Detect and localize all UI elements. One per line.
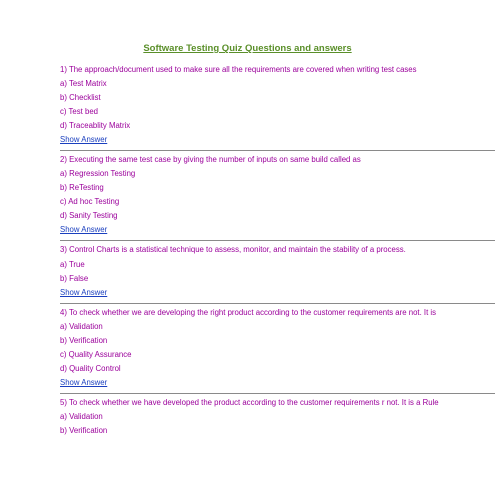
question-2-show-answer-link[interactable]: Show Answer <box>60 225 108 234</box>
question-1-option-d: d) Traceablity Matrix <box>60 121 131 130</box>
question-1-show-answer-link[interactable]: Show Answer <box>60 135 108 144</box>
question-3-text: 3) Control Charts is a statistical technique to assess, monitor, and maintain the stability of a process. <box>60 245 406 254</box>
question-5-option-a: a) Validation <box>60 412 103 421</box>
question-4-option-a: a) Validation <box>60 322 103 331</box>
question-divider <box>60 303 495 304</box>
question-4-option-d: d) Quality Control <box>60 364 121 373</box>
question-1-option-a: a) Test Matrix <box>60 79 107 88</box>
page-title: Software Testing Quiz Questions and answers <box>143 43 352 54</box>
question-1-text: 1) The approach/document used to make sure all the requirements are covered when writing test cases <box>60 65 417 74</box>
question-1-option-b: b) Checklist <box>60 93 101 102</box>
question-2-option-a: a) Regression Testing <box>60 169 136 178</box>
question-2-text: 2) Executing the same test case by giving the number of inputs on same build called as <box>60 155 361 164</box>
question-divider <box>60 150 495 151</box>
question-3-show-answer-link[interactable]: Show Answer <box>60 288 108 297</box>
question-3-option-a: a) True <box>60 260 85 269</box>
question-2-option-c: c) Ad hoc Testing <box>60 197 120 206</box>
question-5-text: 5) To check whether we have developed the product according to the customer requirements r not. It is a Rule <box>60 398 439 407</box>
question-4-text: 4) To check whether we are developing the right product according to the customer requirements are not. It is <box>60 308 437 317</box>
question-4-show-answer-link[interactable]: Show Answer <box>60 378 108 387</box>
question-2-option-b: b) ReTesting <box>60 183 104 192</box>
question-1-option-c: c) Test bed <box>60 107 98 116</box>
question-3-option-b: b) False <box>60 274 89 283</box>
question-divider <box>60 393 495 394</box>
question-5-option-b: b) Verification <box>60 426 108 435</box>
question-divider <box>60 240 495 241</box>
question-4-option-c: c) Quality Assurance <box>60 350 132 359</box>
question-4-option-b: b) Verification <box>60 336 108 345</box>
question-2-option-d: d) Sanity Testing <box>60 211 118 220</box>
